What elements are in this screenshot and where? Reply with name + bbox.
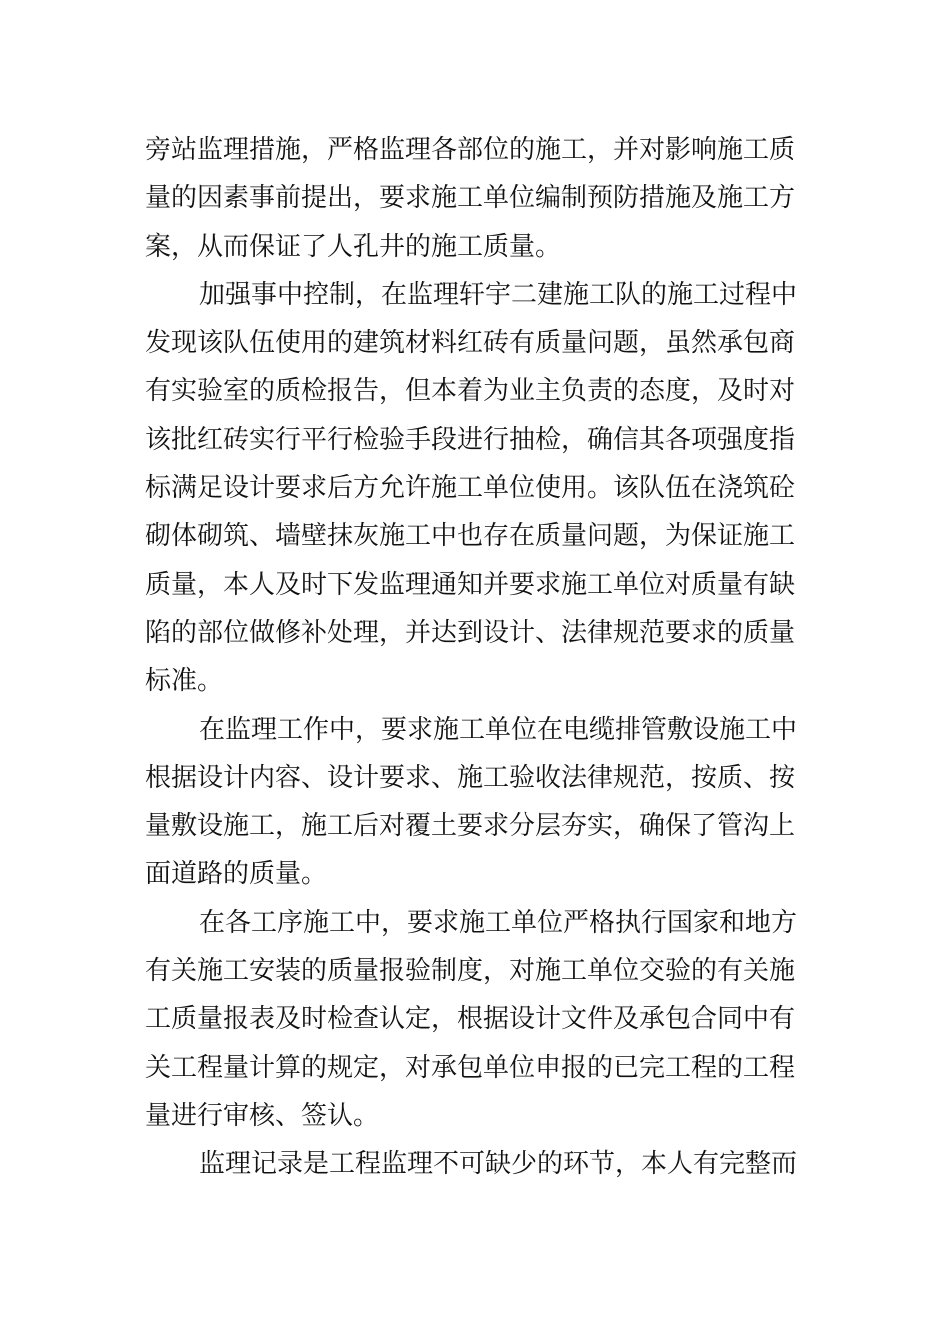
- text-line: 有关施工安装的质量报验制度，对施工单位交验的有关施: [145, 956, 796, 987]
- text-line: 加强事中控制，在监理轩宇二建施工队的施工过程中: [199, 279, 798, 310]
- text-line: 发现该队伍使用的建筑材料红砖有质量问题，虽然承包商: [145, 328, 796, 359]
- text-line: 陷的部位做修补处理，并达到设计、法律规范要求的质量: [145, 617, 796, 648]
- text-line: 在各工序施工中，要求施工单位严格执行国家和地方: [199, 907, 798, 938]
- text-line: 案，从而保证了人孔井的施工质量。: [145, 231, 562, 262]
- text-line: 量的因素事前提出，要求施工单位编制预防措施及施工方: [145, 183, 796, 214]
- text-line: 工质量报表及时检查认定，根据设计文件及承包合同中有: [145, 1004, 796, 1035]
- text-line: 旁站监理措施，严格监理各部位的施工，并对影响施工质: [145, 135, 796, 165]
- text-line: 关工程量计算的规定，对承包单位申报的已完工程的工程: [145, 1052, 796, 1083]
- text-line: 质量，本人及时下发监理通知并要求施工单位对质量有缺: [145, 569, 796, 600]
- text-line: 面道路的质量。: [145, 859, 328, 890]
- text-line: 砌体砌筑、墙壁抹灰施工中也存在质量问题，为保证施工: [145, 521, 796, 552]
- text-line: 量进行审核、签认。: [145, 1100, 380, 1131]
- text-line: 标满足设计要求后方允许施工单位使用。该队伍在浇筑砼: [145, 473, 796, 504]
- text-line: 该批红砖实行平行检验手段进行抽检，确信其各项强度指: [145, 424, 796, 455]
- text-line: 在监理工作中，要求施工单位在电缆排管敷设施工中: [199, 714, 798, 745]
- document-body: [145, 126, 815, 1189]
- text-line: 根据设计内容、设计要求、施工验收法律规范，按质、按: [145, 762, 796, 793]
- text-line: 量敷设施工，施工后对覆土要求分层夯实，确保了管沟上: [145, 811, 796, 842]
- text-line: 有实验室的质检报告，但本着为业主负责的态度，及时对: [145, 376, 796, 407]
- text-line: 监理记录是工程监理不可缺少的环节，本人有完整而: [199, 1149, 798, 1180]
- text-line: 标准。: [145, 666, 224, 697]
